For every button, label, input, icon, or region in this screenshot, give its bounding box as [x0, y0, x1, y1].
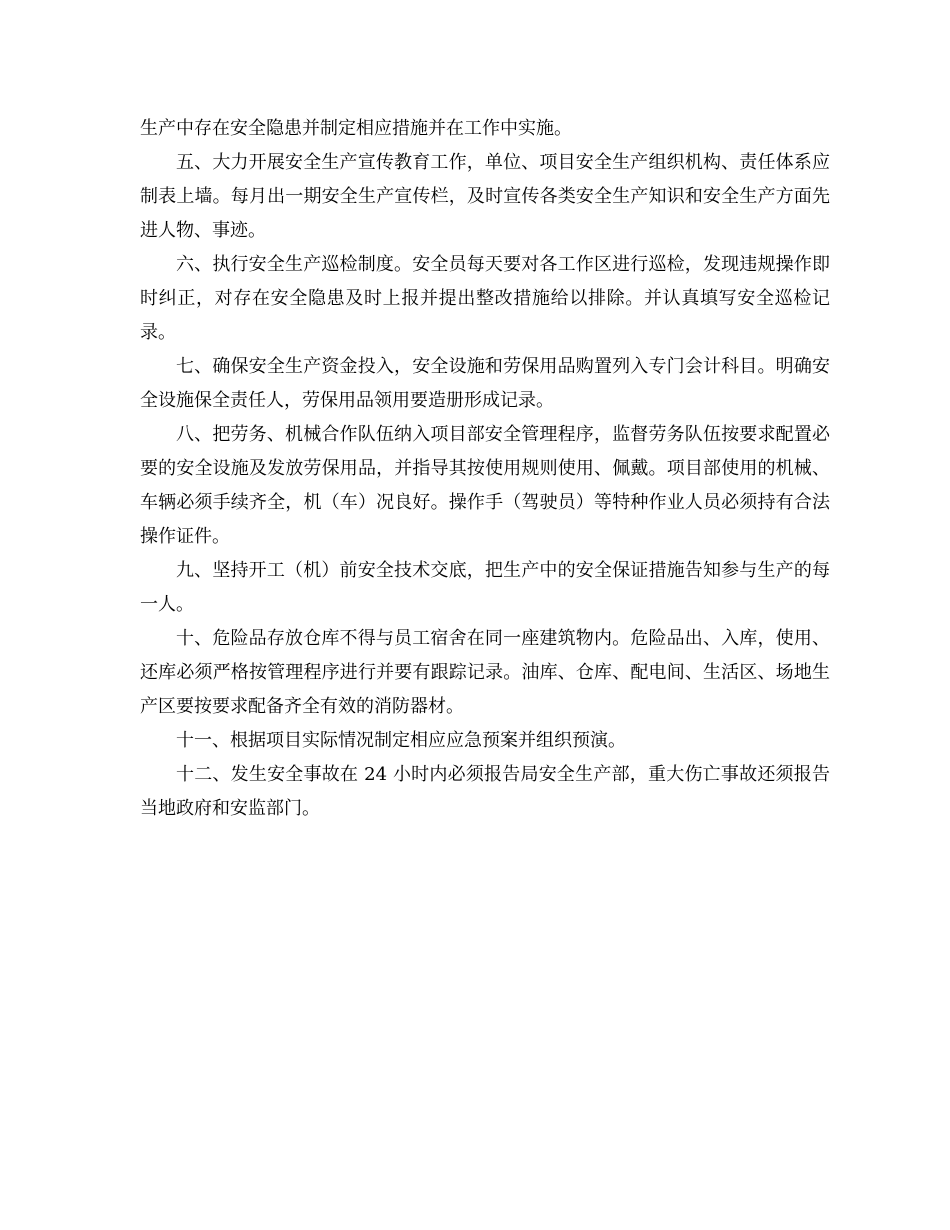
paragraph-item-9: 九、坚持开工（机）前安全技术交底，把生产中的安全保证措施告知参与生产的每一人。 [140, 560, 830, 615]
paragraph-item-10: 十、危险品存放仓库不得与员工宿舍在同一座建筑物内。危险品出、入库，使用、还库必须严格按管理程序进行并要有跟踪记录。油库、仓库、配电间、生活区、场地生产区要按要求配备齐全有效的消防器材。 [140, 628, 830, 717]
paragraph-item-8: 八、把劳务、机械合作队伍纳入项目部安全管理程序，监督劳务队伍按要求配置必要的安全设施及发放劳保用品，并指导其按使用规则使用、佩戴。项目部使用的机械、车辆必须手续齐全，机（车）况良好。操作手（驾驶员）等特种作业人员必须持有合法操作证件。 [140, 424, 830, 547]
document-body [140, 112, 830, 826]
paragraph-item-12: 十二、发生安全事故在 24 小时内必须报告局安全生产部，重大伤亡事故还须报告当地政府和安监部门。 [140, 764, 830, 819]
paragraph-item-11: 十一、根据项目实际情况制定相应应急预案并组织预演。 [176, 730, 626, 751]
paragraph-item-5: 五、大力开展安全生产宣传教育工作，单位、项目安全生产组织机构、责任体系应制表上墙。每月出一期安全生产宣传栏，及时宣传各类安全生产知识和安全生产方面先进人物、事迹。 [140, 152, 830, 241]
paragraph-continuation: 生产中存在安全隐患并制定相应措施并在工作中实施。 [140, 118, 572, 139]
paragraph-item-7: 七、确保安全生产资金投入，安全设施和劳保用品购置列入专门会计科目。明确安全设施保全责任人，劳保用品领用要造册形成记录。 [140, 356, 830, 411]
paragraph-item-6: 六、执行安全生产巡检制度。安全员每天要对各工作区进行巡检，发现违规操作即时纠正，对存在安全隐患及时上报并提出整改措施给以排除。并认真填写安全巡检记录。 [140, 254, 830, 343]
